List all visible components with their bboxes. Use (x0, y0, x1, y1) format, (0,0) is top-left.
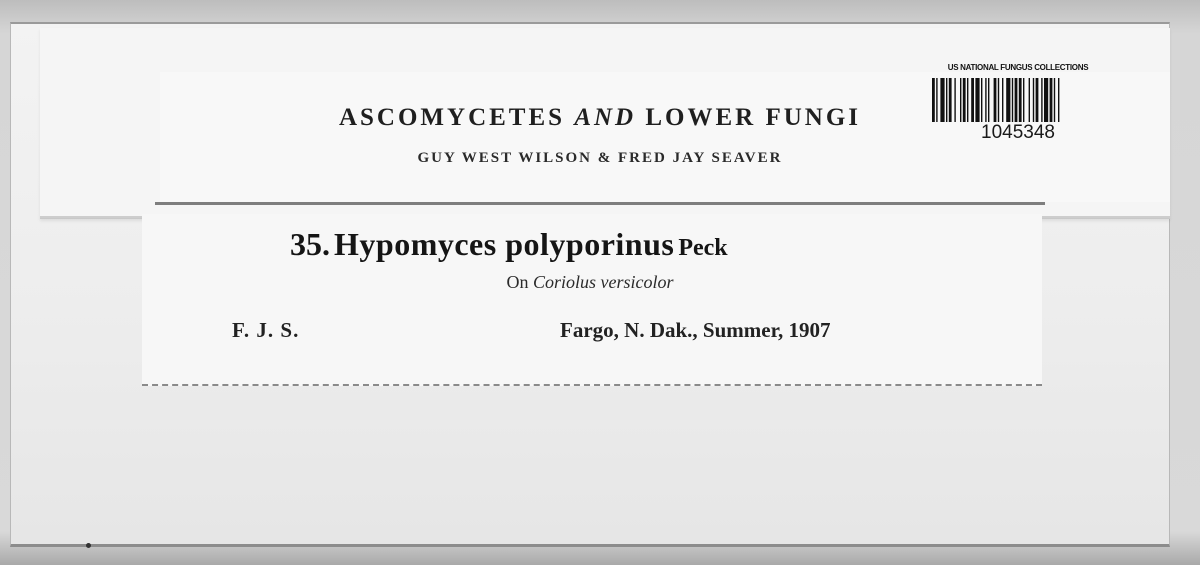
series-title-italic: AND (574, 104, 637, 131)
collection-name: US NATIONAL FUNGUS COLLECTIONS (947, 63, 1089, 72)
host-name: Coriolus versicolor (532, 272, 674, 292)
barcode-number: 1045348 (981, 122, 1055, 143)
specimen-heading (290, 226, 940, 263)
specimen-number: 35. (290, 226, 330, 262)
series-title-part-1: ASCOMYCETES (338, 104, 575, 131)
series-title-part-2: LOWER FUNGI (636, 104, 862, 131)
series-authors: GUY WEST WILSON & FRED JAY SEAVER (417, 150, 783, 166)
substrate-line (380, 272, 800, 293)
barcode-graphic (932, 78, 1110, 122)
ink-spot (86, 543, 91, 548)
specimen-author: Peck (678, 235, 728, 261)
specimen-name: Hypomyces polyporinus (334, 226, 675, 262)
collector-initials: F. J. S. (232, 318, 300, 342)
label-divider (155, 202, 1045, 205)
substrate-prefix: On (506, 272, 529, 292)
locality-date: Fargo, N. Dak., Summer, 1907 (560, 318, 831, 342)
series-title (160, 104, 1040, 132)
